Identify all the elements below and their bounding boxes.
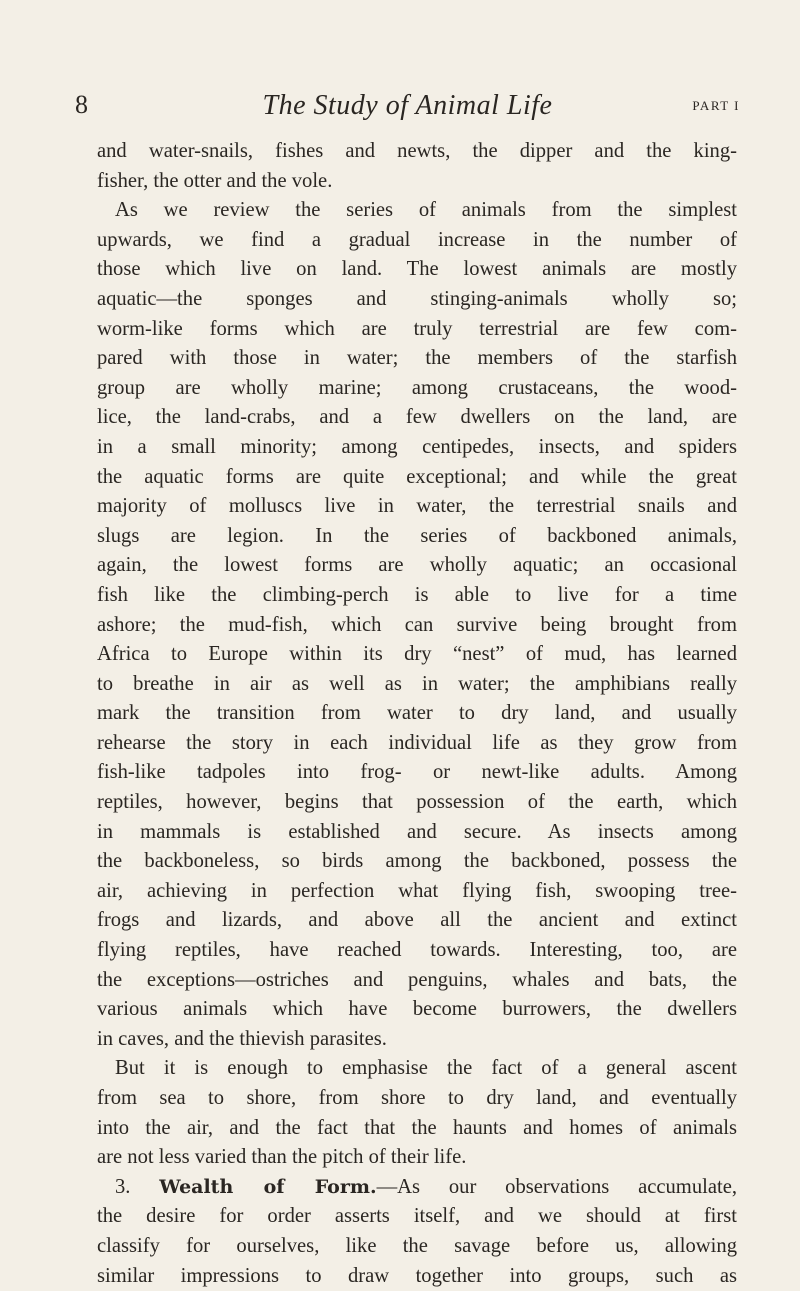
text-line: flying reptiles, have reached towards. Interesting, too, are: [97, 939, 737, 962]
text-line: again, the lowest forms are wholly aquatic; an occasional: [97, 554, 737, 577]
body-text: [97, 137, 737, 1291]
section-text: —As our observations accumulate,: [376, 1175, 737, 1198]
text-line: fish like the climbing-perch is able to live for a time: [97, 583, 737, 606]
running-title: The Study of Animal Life: [262, 90, 553, 121]
text-line: in mammals is established and secure. As insects among: [97, 820, 737, 843]
text-line: fisher, the otter and the vole.: [97, 169, 333, 192]
text-line: pared with those in water; the members of the starfish: [97, 347, 737, 370]
part-label: PART I: [692, 98, 740, 113]
text-line: rehearse the story in each individual life as they grow from: [97, 731, 737, 754]
text-line: those which live on land. The lowest animals are mostly: [97, 258, 737, 281]
text-line: worm-like forms which are truly terrestrial are few com-: [97, 317, 737, 340]
text-line: reptiles, however, begins that possession of the earth, which: [97, 791, 737, 814]
text-line: similar impressions to draw together into groups, such as: [97, 1264, 737, 1287]
text-line: But it is enough to emphasise the fact of a general ascent: [115, 1057, 737, 1080]
text-line: various animals which have become burrowers, the dwellers: [97, 998, 737, 1021]
text-line: slugs are legion. In the series of backboned animals,: [97, 524, 737, 547]
text-line: the desire for order asserts itself, and we should at first: [97, 1205, 737, 1228]
text-line: mark the transition from water to dry land, and usually: [97, 702, 737, 725]
text-line: ashore; the mud-fish, which can survive being brought from: [97, 613, 737, 636]
text-line: majority of molluscs live in water, the terrestrial snails and: [97, 495, 737, 518]
text-line: air, achieving in perfection what flying fish, swooping tree-: [97, 879, 737, 902]
text-line: the exceptions—ostriches and penguins, whales and bats, the: [97, 968, 737, 991]
text-line: in caves, and the thievish parasites.: [97, 1027, 387, 1050]
text-line: in a small minority; among centipedes, insects, and spiders: [97, 435, 737, 458]
page-header: [75, 90, 740, 130]
text-line: to breathe in air as well as in water; the amphibians really: [97, 672, 737, 695]
section-heading-line: [97, 1173, 737, 1203]
text-line: and water-snails, fishes and newts, the dipper and the king-: [97, 140, 737, 162]
text-line: into the air, and the fact that the haunts and homes of animals: [97, 1116, 737, 1139]
section-number: 3.: [115, 1175, 160, 1198]
page-number: 8: [75, 90, 88, 119]
text-line: the aquatic forms are quite exceptional; and while the great: [97, 465, 737, 488]
text-line: aquatic—the sponges and stinging-animals wholly so;: [97, 287, 737, 310]
text-line: Africa to Europe within its dry “nest” of mud, has learned: [97, 643, 737, 666]
text-line: upwards, we find a gradual increase in the number of: [97, 228, 737, 251]
text-line: frogs and lizards, and above all the ancient and extinct: [97, 909, 737, 932]
text-line: As we review the series of animals from the simplest: [115, 199, 737, 222]
text-line: the backboneless, so birds among the backboned, possess the: [97, 850, 737, 873]
text-line: from sea to shore, from shore to dry land, and eventually: [97, 1087, 737, 1109]
text-line: fish-like tadpoles into frog- or newt-like adults. Among: [97, 761, 737, 784]
text-line: classify for ourselves, like the savage before us, allowing: [97, 1234, 737, 1257]
text-line: are not less varied than the pitch of their life.: [97, 1146, 467, 1169]
text-line: group are wholly marine; among crustaceans, the wood-: [97, 376, 737, 399]
section-heading: Wealth of Form.: [159, 1175, 377, 1198]
text-line: lice, the land-crabs, and a few dwellers on the land, are: [97, 406, 737, 429]
